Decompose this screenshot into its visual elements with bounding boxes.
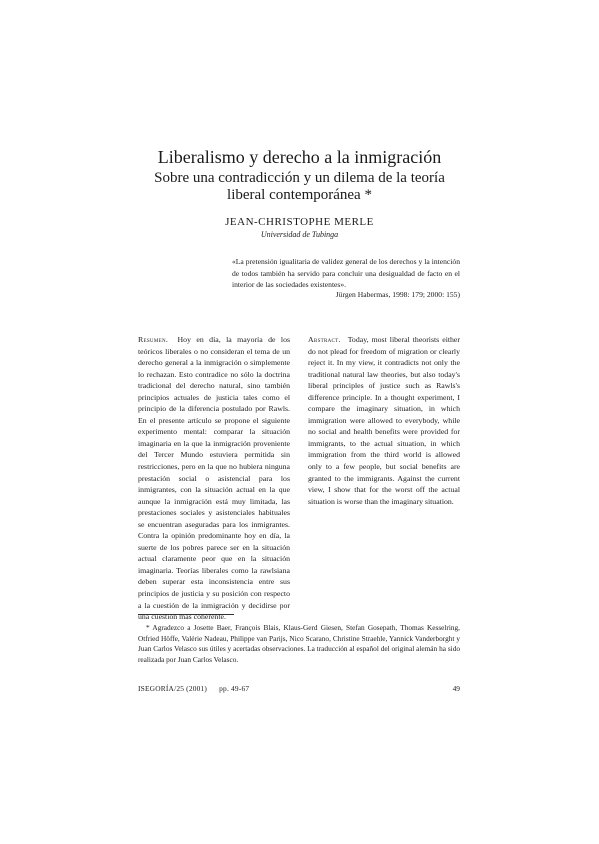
abstract-english <box>308 334 460 507</box>
abstract-spanish-label: Resumen. <box>138 335 169 344</box>
page-number: 49 <box>452 684 460 693</box>
author-name: JEAN-CHRISTOPHE MERLE <box>225 216 374 228</box>
abstract-spanish <box>138 334 290 623</box>
abstract-spanish-text: Hoy en día, la mayoría de los teóricos liberales o no consideran el tema de un derecho general a la inmigración o simplemente lo rechazan. Esto contradice no sólo la doctrina tradicional del derecho natural, sino también principios actuales de justicia tales como el principio de la diferencia postulado por Rawls. En el presente artículo se propone el siguiente experimento mental: comparar la situación imaginaria en la que la inmigración proveniente del Tercer Mundo estuviera permitida sin restricciones, pero en la que no hubiera ninguna prestación social o asistencial para los inmigrantes, con la situación actual en la que aunque la inmigración está muy limitada, las prestaciones sociales y asistenciales habituales se encuentran aseguradas para los inmigrantes. Contra la opinión predominante hoy en día, la suerte de los pobres parece ser en la situación actual claramente peor que en la situación imaginaria. Teorías liberales como la rawlsiana deben superar esta inconsistencia entre sus principios de justicia y su posición con respecto a la cuestión de la inmigración y decidirse por una cuestión más coherente. <box>138 335 290 622</box>
abstract-english-label: Abstract. <box>308 335 341 344</box>
article-subtitle <box>0 170 599 204</box>
journal-citation: ISEGORÍA/25 (2001) <box>138 684 208 693</box>
footnote-divider <box>138 614 234 615</box>
epigraph-quote: «La pretensión igualitaria de validez general de los derechos y la intención de todos también ha servido para concluir una desigualdad de facto en el interior de las sociedades existentes». <box>232 257 460 290</box>
page-range: pp. 49-67 <box>219 684 250 693</box>
running-footer <box>138 684 249 693</box>
subtitle-line-2: liberal contemporánea * <box>227 187 372 203</box>
subtitle-line-1: Sobre una contradicción y un dilema de la teoría <box>154 170 445 186</box>
author-affiliation: Universidad de Tubinga <box>260 230 339 239</box>
epigraph-source: Jürgen Habermas, 1998: 179; 2000: 155) <box>335 290 460 299</box>
article-title: Liberalismo y derecho a la inmigración <box>157 147 442 167</box>
footnote: * Agradezco a Josette Baer, François Blais, Klaus-Gerd Giesen, Stefan Gosepath, Thomas Kesselring, Otfried Höffe, Valérie Nadeau, Philippe van Parijs, Nico Scarano, Christine Straehle, Yannick Vanderborght y Juan Carlos Velasco sus útiles y acertadas observaciones. La traducción al español del original alemán ha sido realizada por Juan Carlos Velasco. <box>138 623 460 664</box>
abstract-english-text: Today, most liberal theorists either do not plead for freedom of migration or clearly reject it. In my view, it contradicts not only the traditional natural law theories, but also today's liberal principles of justice such as Rawls's difference principle. In a thought experiment, I compare the imaginary situation, in which immigration were allowed to everybody, while no social and health benefits were provided for immigrants, to the actual situation, in which immigration from the third world is allowed only to a few people, but social benefits are granted to the immigrants. Against the current view, I show that for the worst off the actual situation is worse than the imaginary situation. <box>308 335 460 506</box>
